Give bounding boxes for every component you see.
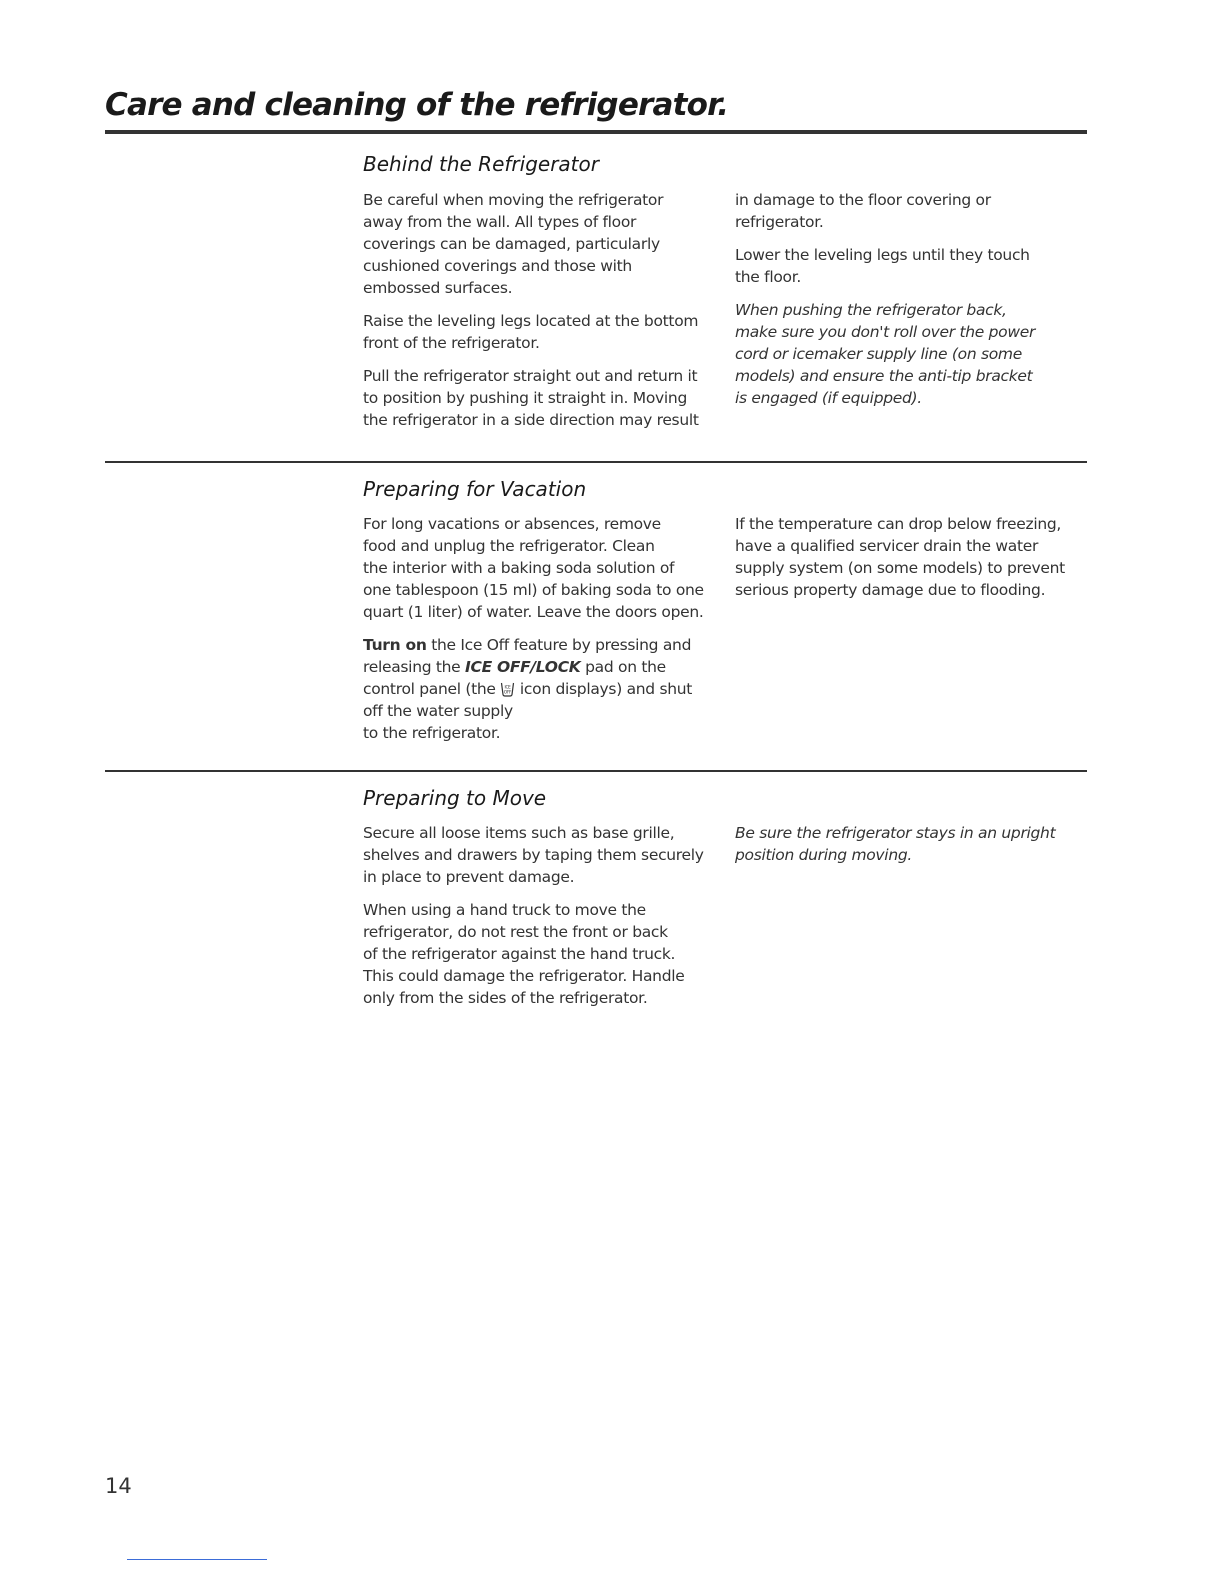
section-heading-behind: Behind the Refrigerator bbox=[363, 152, 599, 176]
svg-text:OFF: OFF bbox=[504, 689, 512, 695]
behind-right-p2: Lower the leveling legs until they touch the floor. bbox=[735, 246, 1030, 286]
behind-left-column bbox=[363, 189, 713, 442]
move-left-p2: When using a hand truck to move the refrigerator, do not rest the front or back of the refrigerator against the hand truck. This could damage the refrigerator. Handle only from the sides of the refrigerator. bbox=[363, 901, 685, 1007]
behind-left-p1: Be careful when moving the refrigerator away from the wall. All types of floor coverings can be damaged, particularly cushioned coverings and those with embossed surfaces. bbox=[363, 191, 664, 297]
behind-right-column bbox=[735, 189, 1085, 420]
behind-right-p1: in damage to the floor covering or refrigerator. bbox=[735, 191, 991, 231]
section-heading-vacation: Preparing for Vacation bbox=[363, 477, 587, 501]
section-divider bbox=[105, 770, 1087, 772]
vacation-right-p1: If the temperature can drop below freezing, have a qualified servicer drain the water supply system (on some models) to prevent serious property damage due to flooding. bbox=[735, 515, 1065, 599]
vacation-right-column bbox=[735, 513, 1085, 612]
page-number: 14 bbox=[105, 1474, 132, 1498]
behind-right-p3: When pushing the refrigerator back, make sure you don't roll over the power cord or icemaker supply line (on some models) and ensure the anti-tip bracket is engaged (if equipped). bbox=[735, 301, 1036, 407]
behind-left-p2: Raise the leveling legs located at the bottom front of the refrigerator. bbox=[363, 312, 699, 352]
move-left-column bbox=[363, 822, 713, 1020]
move-right-p1: Be sure the refrigerator stays in an upright position during moving. bbox=[735, 824, 1056, 864]
ice-off-icon bbox=[500, 681, 515, 697]
vacation-left-p1: For long vacations or absences, remove food and unplug the refrigerator. Clean the interior with a baking soda solution of one tablespoon (15 ml) of baking soda to one quart (1 liter) of water. Leave the doors open. bbox=[363, 515, 704, 621]
vacation-left-p2 bbox=[363, 634, 713, 744]
move-left-p1: Secure all loose items such as base grille, shelves and drawers by taping them securely in place to prevent damage. bbox=[363, 824, 704, 886]
vacation-text-a: the Ice Off feature by pressing and releasing the bbox=[363, 636, 692, 676]
section-divider bbox=[105, 461, 1087, 463]
section-heading-move: Preparing to Move bbox=[363, 786, 547, 810]
page-title: Care and cleaning of the refrigerator. bbox=[105, 87, 729, 123]
vacation-text-c: icon displays) and shut off the water supply to the refrigerator. bbox=[363, 680, 693, 742]
behind-left-p3: Pull the refrigerator straight out and return it to position by pushing it straight in. Moving the refrigerator in a side direction may result bbox=[363, 367, 699, 429]
turn-on-label: Turn on bbox=[363, 636, 427, 654]
ice-off-lock-pad-label: ICE OFF/LOCK bbox=[465, 658, 581, 676]
title-rule bbox=[105, 130, 1087, 134]
vacation-left-column bbox=[363, 513, 713, 755]
move-right-column bbox=[735, 822, 1085, 877]
vacation-text-b: pad on the control panel (the bbox=[363, 658, 666, 698]
bottom-link-line bbox=[127, 1559, 267, 1560]
svg-text:ICE: ICE bbox=[504, 684, 511, 690]
